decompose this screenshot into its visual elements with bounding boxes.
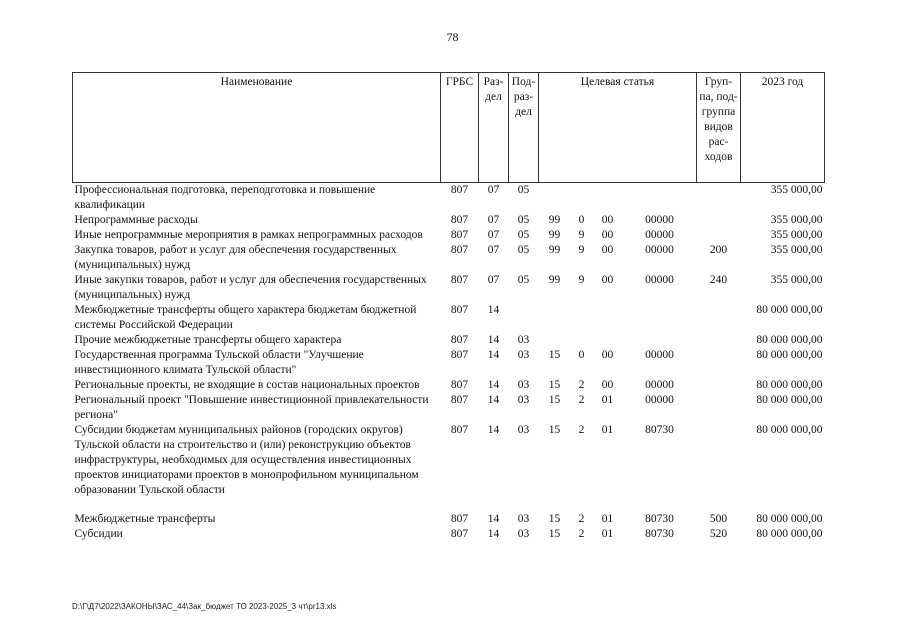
- row-name: Закупка товаров, работ и услуг для обеспечения государственных (муниципальных) нужд: [74, 244, 397, 271]
- row-pr: 03: [517, 424, 530, 436]
- row-amount: 80 000 000,00: [756, 528, 823, 540]
- row-cs3: 00: [601, 349, 614, 361]
- row-amount: 355 000,00: [770, 214, 823, 226]
- row-cs3: [593, 333, 623, 348]
- row-grbs: 807: [450, 184, 469, 196]
- row-pr: [509, 303, 539, 333]
- row-vr: [697, 348, 741, 378]
- row-cs2: [571, 333, 593, 348]
- row-grbs: 807: [450, 274, 469, 286]
- row-cs4: 00000: [645, 244, 674, 256]
- row-grbs: 807: [450, 513, 469, 525]
- row-cs2: 2: [578, 513, 585, 525]
- header-section: Раз-дел: [479, 73, 509, 183]
- row-cs3: 01: [601, 424, 614, 436]
- row-cs1: [539, 303, 571, 333]
- row-cs2: [571, 303, 593, 333]
- row-amount: 355 000,00: [770, 274, 823, 286]
- row-name: Иные непрограммные мероприятия в рамках непрограммных расходов: [74, 229, 423, 241]
- row-amount: 80 000 000,00: [756, 394, 823, 406]
- budget-table: [72, 72, 825, 542]
- row-cs3: 00: [601, 214, 614, 226]
- header-year: 2023 год: [741, 73, 825, 183]
- row-rz: 07: [487, 184, 500, 196]
- table-row: [73, 378, 825, 393]
- header-expense-group: Груп-па, под-группа видов рас-ходов: [697, 73, 741, 183]
- row-cs4: [623, 183, 697, 214]
- row-cs4: 00000: [645, 229, 674, 241]
- row-cs1: 99: [548, 229, 561, 241]
- row-cs2: 0: [578, 349, 585, 361]
- row-pr: 03: [517, 394, 530, 406]
- row-rz: 07: [487, 229, 500, 241]
- row-cs2: 2: [578, 528, 585, 540]
- row-cs1: [539, 183, 571, 214]
- row-cs1: 99: [548, 274, 561, 286]
- row-cs4: 80730: [645, 513, 674, 525]
- table-row: [73, 393, 825, 423]
- row-amount: 80 000 000,00: [756, 349, 823, 361]
- row-rz: 14: [487, 513, 500, 525]
- row-pr: 05: [517, 229, 530, 241]
- row-amount: 80 000 000,00: [756, 379, 823, 391]
- row-cs3: [593, 183, 623, 214]
- row-pr: 03: [517, 334, 530, 346]
- row-cs2: 2: [578, 379, 585, 391]
- table-row: [73, 183, 825, 214]
- row-pr: 05: [517, 214, 530, 226]
- header-name: Наименование: [73, 73, 441, 183]
- row-name: Профессиональная подготовка, переподготовка и повышение квалификации: [74, 184, 376, 211]
- row-cs1: 15: [548, 513, 561, 525]
- table-row: [73, 243, 825, 273]
- row-rz: 14: [487, 424, 500, 436]
- row-name: Непрограммные расходы: [74, 214, 198, 226]
- row-cs1: 99: [548, 244, 561, 256]
- row-cs3: 01: [601, 513, 614, 525]
- row-vr: [697, 303, 741, 333]
- row-name: Государственная программа Тульской области "Улучшение инвестиционного климата Тульской области": [74, 349, 364, 376]
- row-cs4: 80730: [645, 424, 674, 436]
- row-amount: 355 000,00: [770, 244, 823, 256]
- row-name: Прочие межбюджетные трансферты общего характера: [74, 334, 342, 346]
- header-grbs: ГРБС: [441, 73, 479, 183]
- row-cs2: 9: [578, 229, 585, 241]
- table-row: [73, 348, 825, 378]
- row-cs3: 00: [601, 274, 614, 286]
- row-vr: [697, 213, 741, 228]
- row-rz: 14: [487, 528, 500, 540]
- table-row: [73, 423, 825, 498]
- spacer-cell: [73, 498, 825, 512]
- row-cs4: [623, 303, 697, 333]
- row-amount: 80 000 000,00: [756, 304, 823, 316]
- row-grbs: 807: [450, 424, 469, 436]
- row-rz: 14: [487, 379, 500, 391]
- table-row: [73, 228, 825, 243]
- row-cs1: 99: [548, 214, 561, 226]
- row-cs3: 01: [601, 394, 614, 406]
- row-rz: 07: [487, 274, 500, 286]
- row-cs2: 0: [578, 214, 585, 226]
- footer-file-path: D:\Г\Д7\2022\ЗАКОНЫ\ЗАС_44\Зак_бюджет ТО 2023-2025_3 чт\pr13.xls: [72, 602, 337, 611]
- row-amount: 80 000 000,00: [756, 334, 823, 346]
- row-grbs: 807: [450, 214, 469, 226]
- table-row: [73, 333, 825, 348]
- table-row: [73, 512, 825, 527]
- row-cs2: 2: [578, 424, 585, 436]
- row-pr: 03: [517, 513, 530, 525]
- table-row: [73, 273, 825, 303]
- row-name: Региональный проект "Повышение инвестиционной привлекательности региона": [74, 394, 429, 421]
- row-vr: [697, 333, 741, 348]
- row-grbs: 807: [450, 304, 469, 316]
- table-spacer-row: [73, 498, 825, 512]
- row-vr: 520: [709, 528, 728, 540]
- row-name: Иные закупки товаров, работ и услуг для обеспечения государственных (муниципальных) нужд: [74, 274, 427, 301]
- row-pr: 03: [517, 379, 530, 391]
- row-pr: 03: [517, 349, 530, 361]
- row-cs2: [571, 183, 593, 214]
- row-amount: 355 000,00: [770, 229, 823, 241]
- row-cs3: 00: [601, 229, 614, 241]
- row-vr: 500: [709, 513, 728, 525]
- row-cs2: 9: [578, 274, 585, 286]
- row-name: Субсидии: [74, 528, 123, 540]
- header-target-article: Целевая статья: [539, 73, 697, 183]
- row-rz: 14: [487, 394, 500, 406]
- row-pr: 05: [517, 244, 530, 256]
- row-amount: 355 000,00: [770, 184, 823, 196]
- row-amount: 80 000 000,00: [756, 513, 823, 525]
- row-name: Межбюджетные трансферты общего характера бюджетам бюджетной системы Российской Федерации: [74, 304, 417, 331]
- row-grbs: 807: [450, 334, 469, 346]
- row-cs1: 15: [548, 424, 561, 436]
- row-pr: 05: [517, 184, 530, 196]
- row-cs4: 00000: [645, 274, 674, 286]
- row-vr: [697, 378, 741, 393]
- table-row: [73, 303, 825, 333]
- row-rz: 14: [487, 334, 500, 346]
- row-cs1: 15: [548, 349, 561, 361]
- row-cs1: [539, 333, 571, 348]
- row-vr: [697, 423, 741, 498]
- row-name: Региональные проекты, не входящие в состав национальных проектов: [74, 379, 420, 391]
- row-cs4: 00000: [645, 214, 674, 226]
- row-grbs: 807: [450, 349, 469, 361]
- row-vr: [697, 183, 741, 214]
- row-rz: 14: [487, 349, 500, 361]
- row-cs4: 80730: [645, 528, 674, 540]
- table-row: [73, 213, 825, 228]
- table-header-row: [73, 73, 825, 183]
- row-pr: 03: [517, 528, 530, 540]
- row-vr: [697, 393, 741, 423]
- row-rz: 14: [487, 304, 500, 316]
- row-cs2: 2: [578, 394, 585, 406]
- row-cs3: [593, 303, 623, 333]
- row-name: Межбюджетные трансферты: [74, 513, 216, 525]
- row-cs3: 01: [601, 528, 614, 540]
- row-vr: [697, 228, 741, 243]
- header-subsection: Под-раз-дел: [509, 73, 539, 183]
- row-grbs: 807: [450, 379, 469, 391]
- row-name: Субсидии бюджетам муниципальных районов (городских округов) Тульской области на строительство и (или) реконструкцию объектов инфраструктуры, необходимых для осуществления инвестиционных проектов инициаторами проектов в монопрофильном муниципальном образовании Тульской области: [74, 424, 419, 496]
- page-number: 78: [446, 30, 459, 44]
- row-cs4: 00000: [645, 394, 674, 406]
- row-cs2: 9: [578, 244, 585, 256]
- row-vr: 240: [709, 274, 728, 286]
- row-pr: 05: [517, 274, 530, 286]
- row-grbs: 807: [450, 244, 469, 256]
- table-row: [73, 527, 825, 542]
- row-cs4: 00000: [645, 379, 674, 391]
- row-rz: 07: [487, 214, 500, 226]
- row-rz: 07: [487, 244, 500, 256]
- row-amount: 80 000 000,00: [756, 424, 823, 436]
- row-grbs: 807: [450, 528, 469, 540]
- row-cs4: [623, 333, 697, 348]
- row-cs3: 00: [601, 244, 614, 256]
- row-vr: 200: [709, 244, 728, 256]
- row-cs1: 15: [548, 528, 561, 540]
- row-grbs: 807: [450, 394, 469, 406]
- row-cs1: 15: [548, 379, 561, 391]
- row-cs4: 00000: [645, 349, 674, 361]
- row-cs3: 00: [601, 379, 614, 391]
- row-cs1: 15: [548, 394, 561, 406]
- row-grbs: 807: [450, 229, 469, 241]
